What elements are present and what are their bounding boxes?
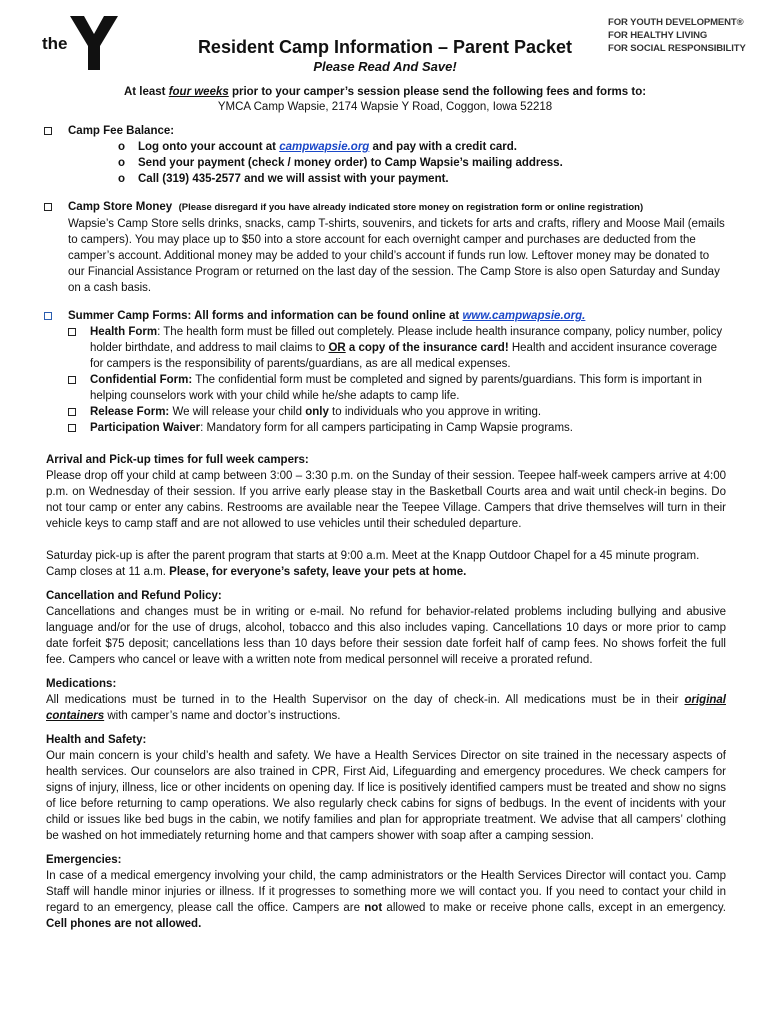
page-title: Resident Camp Information – Parent Packet bbox=[197, 37, 573, 57]
logo-word: the bbox=[42, 34, 68, 53]
forms-section bbox=[46, 308, 726, 324]
fee-option-text: and pay with a credit card. bbox=[369, 141, 517, 153]
emergencies-text: allowed to make or receive phone calls, except in an emergency. bbox=[382, 902, 727, 914]
participation-waiver-item bbox=[46, 420, 726, 436]
fee-heading: Camp Fee Balance: bbox=[68, 125, 175, 137]
health-safety-body: Our main concern is your child’s health and safety. We have a Health Services Director on site trained in the necessary aspects of health services. Our counselors are also trained in CPR, First Aid, Lifeguarding and emergency procedures. We check campers for signs of injury, illness, lice or other incidents on opening day. If lice is positively identified campers must be treated and show no signs of lice before returning to camp operations. We also regularly check cabins for signs of bedbugs. In the event of incidents with your child or issues like bed bugs in the cabin, we notify families and plan for appropriate treatment. We advise that all campers’ clothing be washed on hot immediately returning home and that campers shower with soap after a camping session. bbox=[46, 750, 726, 842]
store-section bbox=[46, 199, 726, 296]
saturday-pickup bbox=[46, 548, 726, 580]
campwapsie-link[interactable]: campwapsie.org bbox=[279, 141, 370, 153]
intro bbox=[0, 85, 770, 115]
store-note: (Please disregard if you have already indicated store money on registration form or online registration) bbox=[178, 202, 644, 213]
only-emphasis: only bbox=[305, 406, 329, 418]
website-link[interactable]: www.campwapsie.org. bbox=[462, 310, 586, 322]
fee-option bbox=[46, 139, 726, 155]
confidential-form-item bbox=[46, 372, 726, 404]
circle-bullet-icon: o bbox=[118, 157, 126, 169]
medications-heading: Medications: bbox=[46, 678, 117, 690]
circle-bullet-icon: o bbox=[118, 173, 126, 185]
intro-line bbox=[0, 85, 770, 100]
cancellation-heading: Cancellation and Refund Policy: bbox=[46, 590, 222, 602]
medications-text: with camper’s name and doctor’s instructions. bbox=[104, 710, 341, 722]
health-safety-heading: Health and Safety: bbox=[46, 734, 147, 746]
store-body: Wapsie’s Camp Store sells drinks, snacks, camp T-shirts, souvenirs, and tickets for arts and crafts, riflery and Moose Mail (emails to campers). You may place up to $50 into a store account for each overnight camper and purchases are deducted from the camper’s account. Additional money may be added to your child’s account if funds run low. Leftover money may be donated to our Financial Assistance Program or returned on the last day of the session. The Camp Store is also open Saturday and Sunday on a cash basis. bbox=[68, 218, 725, 294]
fee-option-text: Send your payment (check / money order) to Camp Wapsie’s mailing address. bbox=[138, 157, 563, 169]
saturday-text: Saturday pick-up is after the parent program that starts at 9:00 a.m. Meet at the Knapp Outdoor Chapel for a 45 minute program. Camp closes at 11 a.m. bbox=[46, 550, 700, 578]
medications-text: All medications must be turned in to the Health Supervisor on the day of check-in. All medications must be in their bbox=[46, 694, 685, 706]
checkbox-bullet-icon bbox=[68, 404, 78, 414]
arrival-heading: Arrival and Pick-up times for full week campers: bbox=[46, 454, 309, 466]
intro-emphasis: four weeks bbox=[168, 86, 229, 98]
health-form-item bbox=[46, 324, 726, 372]
page-subtitle: Please Read And Save! bbox=[313, 59, 457, 74]
release-form-label: Release Form: bbox=[90, 406, 170, 418]
not-emphasis: not bbox=[364, 902, 383, 914]
or-emphasis: OR bbox=[328, 342, 346, 354]
mailing-address: YMCA Camp Wapsie, 2174 Wapsie Y Road, Coggon, Iowa 52218 bbox=[217, 101, 553, 113]
insurance-card-emphasis: a copy of the insurance card! bbox=[345, 342, 509, 354]
release-form-item bbox=[46, 404, 726, 420]
health-form-text: : The health form must be filled out completely. Please include health insurance company, policy number, policy holder birthdate, and address to mail claims to bbox=[90, 326, 723, 354]
tagline-line: FOR SOCIAL RESPONSIBILITY bbox=[608, 43, 746, 54]
fee-option bbox=[46, 171, 726, 187]
participation-waiver-label: Participation Waiver bbox=[90, 422, 201, 434]
cell-phones-notice: Cell phones are not allowed. bbox=[46, 918, 202, 930]
fee-option-text: Call (319) 435-2577 and we will assist with your payment. bbox=[138, 173, 449, 185]
emergencies-heading: Emergencies: bbox=[46, 854, 122, 866]
health-form-label: Health Form bbox=[90, 326, 158, 338]
release-form-text: We will release your child bbox=[169, 406, 306, 418]
emergencies-text: In case of a medical emergency involving your child, the camp administrators or the Health Services Director will contact you. Camp Staff will handle minor injuries or illness. If it progresses to something more we will contact you. If you need to contact your child in regard to an emergency, please call the office. Campers are bbox=[46, 870, 726, 914]
health-form-text: Health and accident insurance coverage for campers is the responsibility of parents/guardians, as are all medical expenses. bbox=[90, 342, 718, 370]
emergencies-body bbox=[46, 868, 726, 932]
fee-section bbox=[46, 123, 726, 139]
intro-pre: At least bbox=[123, 86, 169, 98]
intro-post: prior to your camper’s session please send the following fees and forms to: bbox=[228, 86, 647, 98]
confidential-form-text: The confidential form must be completed and signed by parents/guardians. This form is important in helping counselors work with your child while he/she adapts to camp life. bbox=[90, 374, 702, 402]
medications-body bbox=[46, 692, 726, 724]
checkbox-bullet-icon bbox=[44, 199, 54, 209]
confidential-form-label: Confidential Form: bbox=[90, 374, 193, 386]
checkbox-bullet-icon bbox=[44, 308, 54, 318]
original-containers-emphasis: original containers bbox=[46, 694, 726, 722]
checkbox-bullet-icon bbox=[44, 123, 54, 133]
arrival-body: Please drop off your child at camp between 3:00 – 3:30 p.m. on the Sunday of their session. Teepee half-week campers arrive at 4:00 p.m. on Wednesday of their session. If you arrive early please stay in the Basketball Courts area and wait until check-in begins. Do not tour camp or enter any cabins. Restrooms are available near the Teepee Village. Campers that drive themselves will turn in their vehicle keys to camp staff and are not allowed to use vehicles until their scheduled departure. bbox=[46, 470, 726, 530]
forms-heading: Summer Camp Forms: All forms and information can be found online at bbox=[68, 310, 463, 322]
tagline-line: FOR YOUTH DEVELOPMENT® bbox=[608, 17, 744, 28]
checkbox-bullet-icon bbox=[68, 420, 78, 430]
participation-waiver-text: : Mandatory form for all campers participating in Camp Wapsie programs. bbox=[200, 422, 573, 434]
checkbox-bullet-icon bbox=[68, 372, 78, 382]
cancellation-body: Cancellations and changes must be in writing or e-mail. No refund for behavior-related problems including bullying and abusive language and/or for the use of drugs, alcohol, tobacco and this also includes vaping. Cancellations 10 days or more prior to camp date forfeit $75 deposit; cancellations less than 10 days before their session date forfeit half of camp fees. No shows forfeit the full fee. Campers who cancel or leave with a written note from medical personnel will receive a prorated refund. bbox=[46, 606, 726, 666]
checkbox-bullet-icon bbox=[68, 324, 78, 334]
circle-bullet-icon: o bbox=[118, 141, 126, 153]
fee-option-text: Log onto your account at bbox=[138, 141, 280, 153]
release-form-text: to individuals who you approve in writing. bbox=[328, 406, 542, 418]
content bbox=[46, 123, 726, 932]
pets-notice: Please, for everyone’s safety, leave your pets at home. bbox=[169, 566, 467, 578]
store-heading: Camp Store Money bbox=[68, 201, 173, 213]
tagline-line: FOR HEALTHY LIVING bbox=[608, 30, 708, 41]
fee-option bbox=[46, 155, 726, 171]
